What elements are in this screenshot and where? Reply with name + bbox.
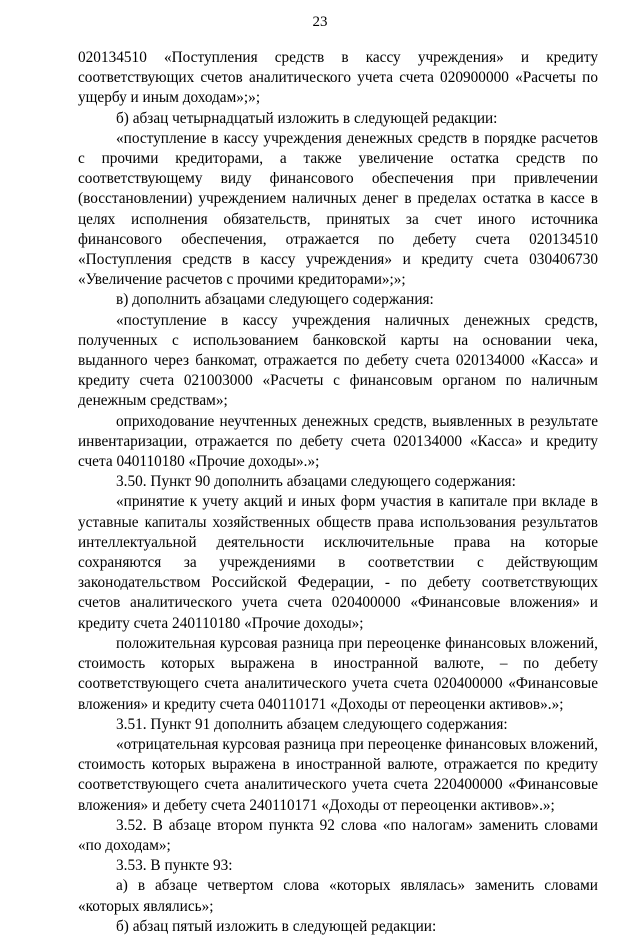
paragraph: «принятие к учету акций и иных форм участия в капитале при вкладе в уставные капиталы хозяйственных обществ права использования результатов интеллектуальной деятельности исключительные права на которые сохраняются за учреждениями в соответствии с действующим законодательством Российской Федерации, - по дебету соответствующих счетов аналитического учета счета 020400000 «Финансовые вложения» и кредиту счета 240110180 «Прочие доходы»; [78,493,598,632]
paragraph: 3.53. В пункте 93: [116,857,233,875]
page-number: 23 [312,14,328,30]
paragraph: положительная курсовая разница при переоценке финансовых вложений, стоимость которых выражена в иностранной валюте, – по дебету соответствующего счета аналитического учета счета 020400000 «Финансовые вложения» и кредиту счета 040110171 «Доходы от переоценки активов».»; [78,634,598,713]
paragraph: «поступление в кассу учреждения наличных денежных средств, полученных с использованием банковской карты на основании чека, выданного через банкомат, отражается по дебету счета 020134000 «Касса» и кредиту счета 021003000 «Расчеты с финансовым органом по наличным денежным средствам»; [78,311,598,410]
paragraph: 3.52. В абзаце втором пункта 92 слова «по налогам» заменить словами «по доходам»; [78,816,598,854]
paragraph: «отрицательная курсовая разница при переоценке финансовых вложений, стоимость которых выражена в иностранной валюте, отражается по кредиту соответствующего счета аналитического учета счета 220400000 «Финансовые вложения» и дебету счета 240110171 «Доходы от переоценки активов».»; [78,735,598,814]
paragraph: б) абзац пятый изложить в следующей редакции: [116,917,437,935]
paragraph: «поступление в кассу учреждения денежных средств в порядке расчетов с прочими кредиторами, а также увеличение остатка средств по соответствующему виду финансового обеспечения при привлечении (восстановлении) учреждением наличных денег в пределах остатка в кассе в целях исполнения обязательств, принятых за счет иного источника финансового обеспечения, отражается по дебету счета 020134510 «Поступления средств в кассу учреждения» и кредиту счета 030406730 «Увеличение расчетов с прочими кредиторами»;»; [78,129,598,289]
paragraph: в) дополнить абзацами следующего содержания: [116,291,434,309]
paragraph: а) в абзаце четвертом слова «которых являлась» заменить словами «которых являлись»; [78,877,598,915]
paragraph: б) абзац четырнадцатый изложить в следующей редакции: [116,109,498,127]
document-body [78,48,598,937]
paragraph: 3.51. Пункт 91 дополнить абзацем следующего содержания: [116,715,508,733]
paragraph: 020134510 «Поступления средств в кассу учреждения» и кредиту соответствующих счетов аналитического учета счета 020900000 «Расчеты по ущербу и иным доходам»;»; [78,49,598,107]
paragraph: 3.50. Пункт 90 дополнить абзацами следующего содержания: [116,473,516,491]
paragraph: оприходование неучтенных денежных средств, выявленных в результате инвентаризации, отражается по дебету счета 020134000 «Касса» и кредиту счета 040110180 «Прочие доходы».»; [78,412,598,471]
